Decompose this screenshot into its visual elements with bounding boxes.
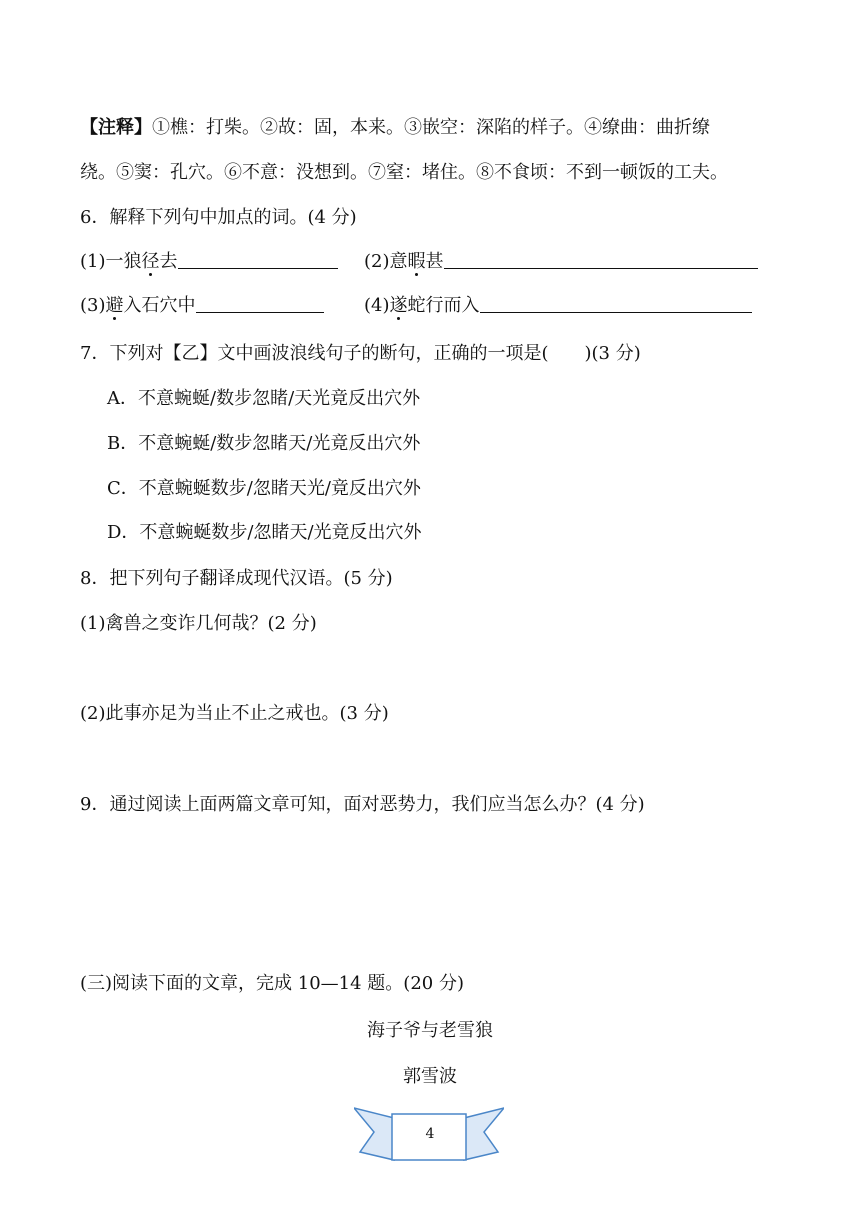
q6-item-3-dotted: 避 — [105, 295, 124, 316]
q6-item-1-dotted: 径 — [141, 251, 160, 272]
question-8-stem: 8．把下列句子翻译成现代汉语。(5 分) — [80, 568, 393, 589]
q6-item-2-post: 甚 — [425, 251, 444, 272]
q7-option-b[interactable]: B．不意蜿蜒/数步忽睹天/光竟反出穴外 — [107, 433, 421, 454]
section-3-intro: (三)阅读下面的文章，完成 10—14 题。(20 分) — [80, 973, 464, 994]
notes-label: 【注释】 — [80, 117, 152, 138]
answer-blank-2[interactable] — [444, 250, 758, 269]
notes-text-1: ①樵：打柴。②故：固，本来。③嵌空：深陷的样子。④缭曲：曲折缭 — [152, 117, 710, 138]
ribbon-right-tail — [464, 1108, 504, 1160]
q6-item-1 — [80, 249, 338, 275]
q6-item-4-dotted: 遂 — [389, 295, 408, 316]
article-title: 海子爷与老雪狼 — [367, 1020, 493, 1041]
q6-item-2 — [364, 249, 758, 275]
q6-item-4-pre: (4) — [364, 295, 390, 316]
q7-option-c[interactable]: C．不意蜿蜒数步/忽睹天光/竟反出穴外 — [107, 478, 421, 499]
q6-item-3 — [80, 293, 324, 319]
q6-item-2-dotted: 暇 — [407, 251, 426, 272]
question-7-stem: 7．下列对【乙】文中画波浪线句子的断句，正确的一项是( )(3 分) — [80, 343, 641, 364]
question-6-stem: 6．解释下列句中加点的词。(4 分) — [80, 207, 357, 228]
q6-item-1-post: 去 — [159, 251, 178, 272]
q6-item-1-pre: (1)一狼 — [80, 251, 142, 272]
notes-line-2: 绕。⑤窦：孔穴。⑥不意：没想到。⑦窒：堵住。⑧不食顷：不到一顿饭的工夫。 — [80, 162, 728, 183]
answer-blank-4[interactable] — [480, 294, 752, 313]
article-author: 郭雪波 — [403, 1066, 457, 1087]
answer-blank-3[interactable] — [196, 294, 324, 313]
q8-sentence-1: (1)禽兽之变诈几何哉？(2 分) — [80, 613, 317, 634]
ribbon-left-tail — [354, 1108, 394, 1160]
q6-item-4-post: 蛇行而入 — [407, 295, 480, 316]
q8-sentence-2: (2)此事亦足为当止不止之戒也。(3 分) — [80, 703, 389, 724]
answer-blank-1[interactable] — [178, 250, 338, 269]
q6-item-4 — [364, 293, 752, 319]
q7-option-d[interactable]: D．不意蜿蜒数步/忽睹天/光竟反出穴外 — [107, 522, 422, 543]
q6-item-2-pre: (2)意 — [364, 251, 408, 272]
page-number: 4 — [425, 1126, 435, 1142]
q6-item-3-post: 入石穴中 — [123, 295, 196, 316]
notes-line-1 — [80, 115, 710, 141]
question-9-stem: 9．通过阅读上面两篇文章可知，面对恶势力，我们应当怎么办？(4 分) — [80, 794, 645, 815]
q7-option-a[interactable]: A．不意蜿蜒/数步忽睹/天光竟反出穴外 — [107, 388, 421, 409]
q6-item-3-pre: (3) — [80, 295, 106, 316]
